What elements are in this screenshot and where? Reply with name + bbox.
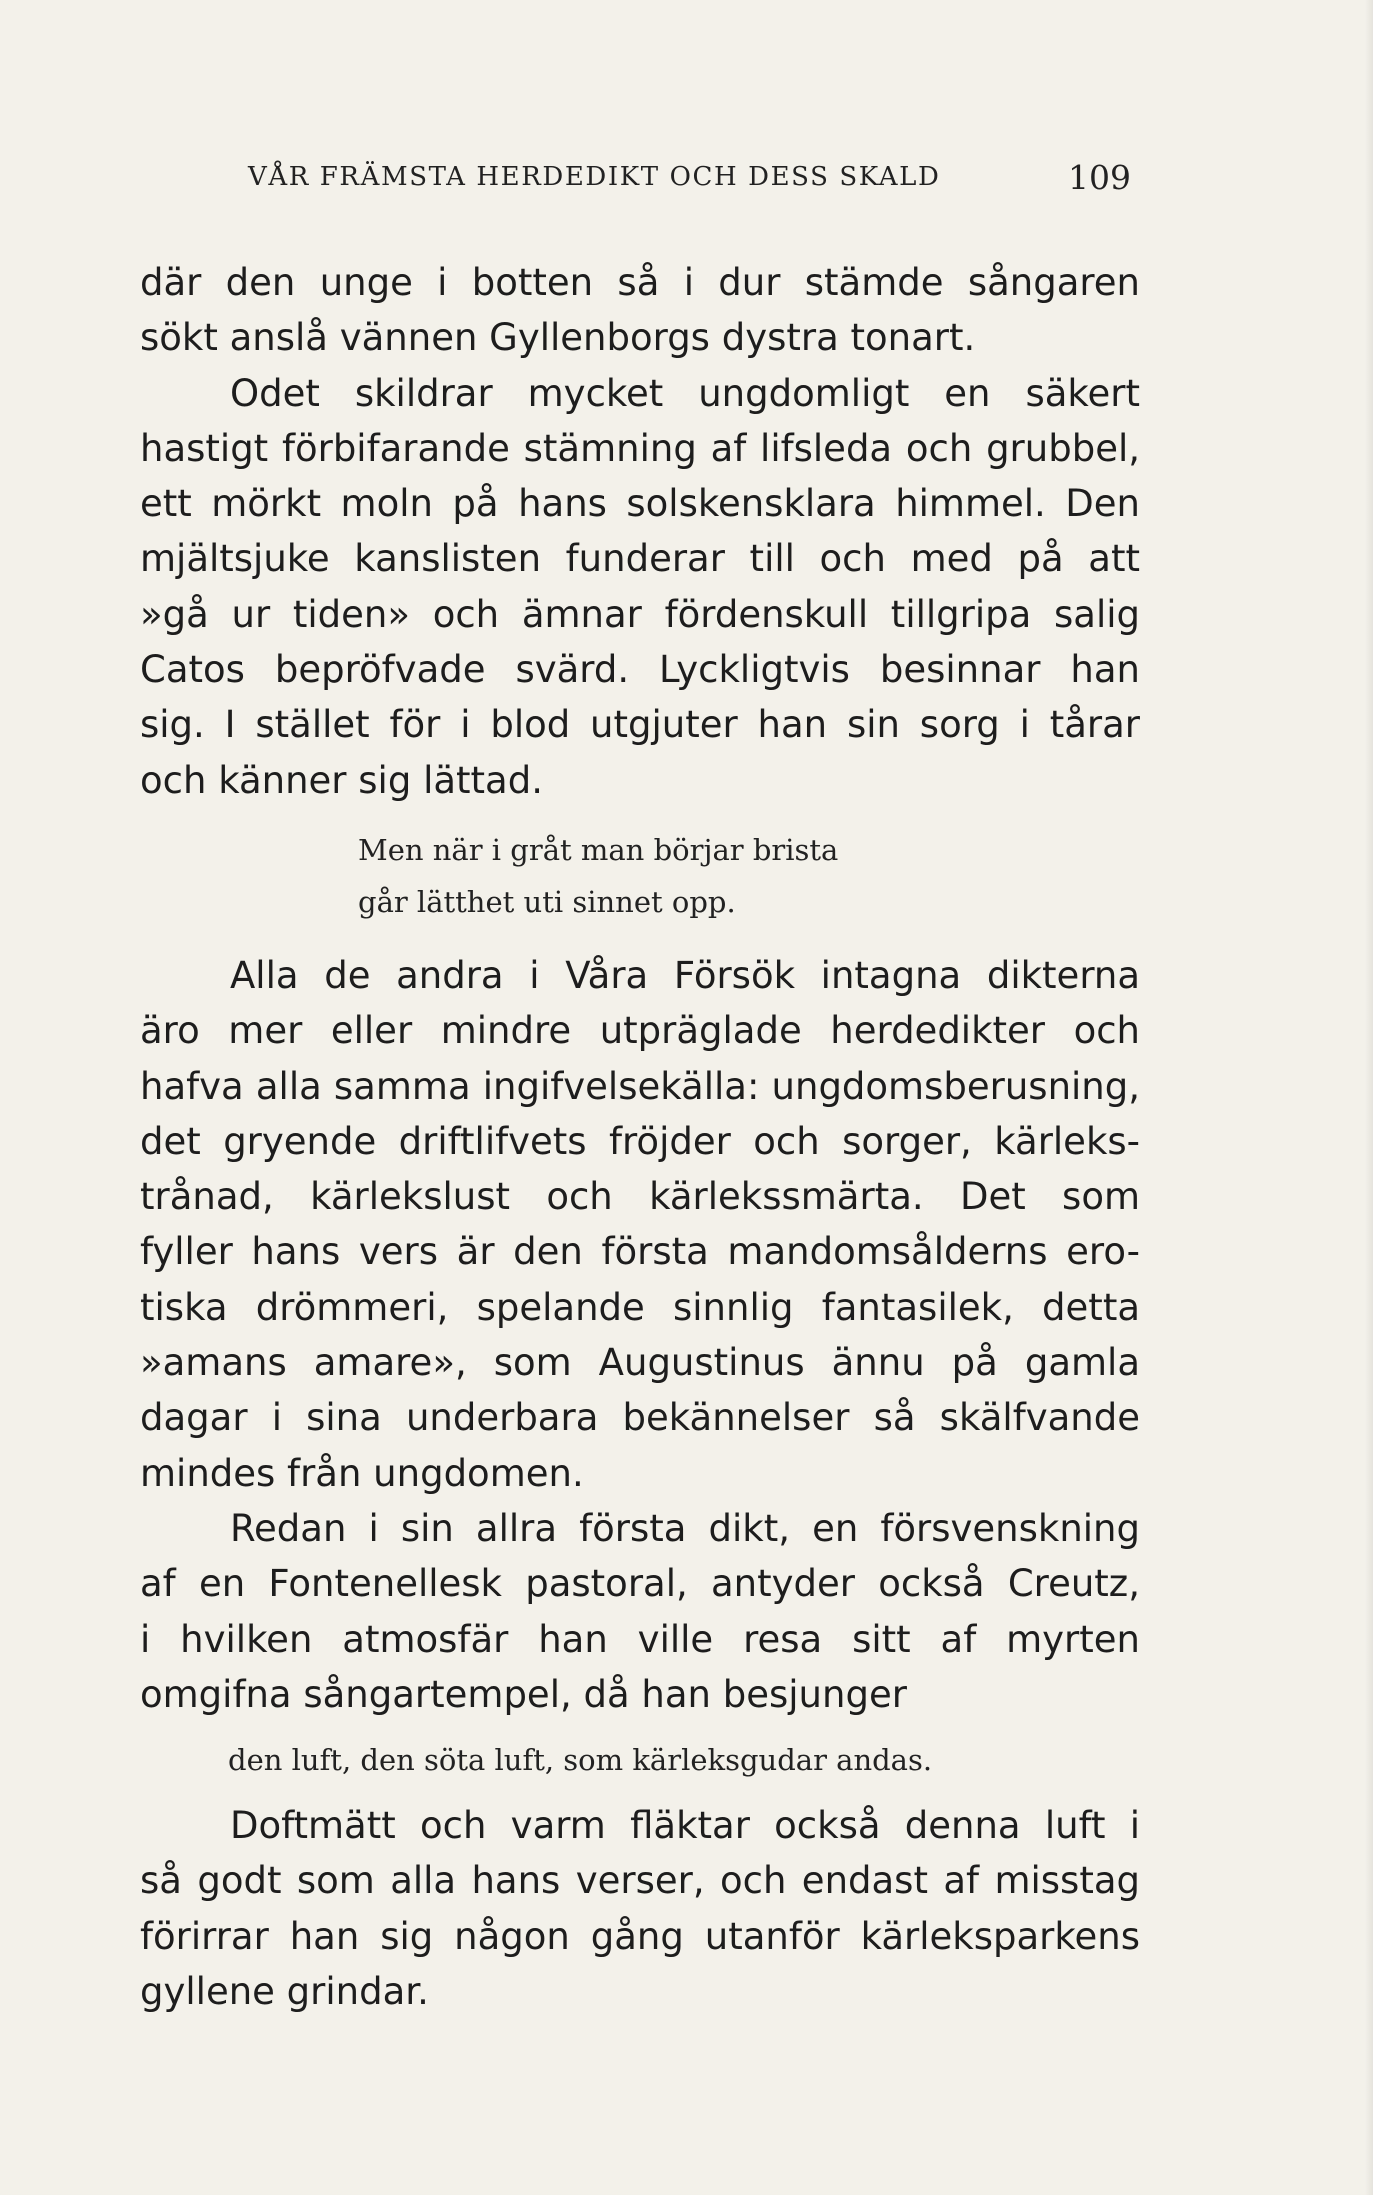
paragraph-2 bbox=[140, 366, 1140, 808]
text-line: trånad, kärlekslust och kärlekssmärta. Det som bbox=[140, 1175, 1140, 1219]
text-line: hafva alla samma ingifvelsekälla: ungdomsberusning, bbox=[140, 1064, 1140, 1108]
text-line: Alla de andra i Våra Försök intagna dikterna bbox=[230, 953, 1140, 997]
body-text bbox=[140, 255, 1140, 2019]
verse-line: den luft, den söta luft, som kärleksgudar andas. bbox=[228, 1743, 933, 1778]
text-line: af en Fontenellesk pastoral, antyder också Creutz, bbox=[140, 1562, 1140, 1606]
paragraph-3 bbox=[140, 948, 1140, 1501]
text-line: omgifna sångartempel, då han besjunger bbox=[140, 1672, 907, 1716]
text-line: Redan i sin allra första dikt, en försvenskning bbox=[230, 1506, 1140, 1550]
text-line: Catos bepröfvade svärd. Lyckligtvis besinnar han bbox=[140, 648, 1140, 692]
text-line: gyllene grindar. bbox=[140, 1970, 429, 2014]
text-line: Doftmätt och varm fläktar också denna luft i bbox=[230, 1804, 1140, 1848]
text-line: mindes från ungdomen. bbox=[140, 1451, 584, 1495]
text-line: hastigt förbifarande stämning af lifsleda och grubbel, bbox=[140, 426, 1140, 470]
text-line: sig. I stället för i blod utgjuter han sin sorg i tårar bbox=[140, 703, 1140, 747]
verse-line: går lätthet uti sinnet opp. bbox=[358, 884, 736, 919]
text-line: tiska drömmeri, spelande sinnlig fantasilek, detta bbox=[140, 1285, 1140, 1329]
page-header bbox=[0, 158, 1373, 202]
text-line: så godt som alla hans verser, och endast af misstag bbox=[140, 1859, 1140, 1903]
text-line: äro mer eller mindre utpräglade herdedikter och bbox=[140, 1009, 1140, 1053]
paragraph-1 bbox=[140, 255, 1140, 366]
text-line: förirrar han sig någon gång utanför kärleksparkens bbox=[140, 1914, 1140, 1958]
text-line: Odet skildrar mycket ungdomligt en säkert bbox=[230, 371, 1140, 415]
text-line: ett mörkt moln på hans solskensklara himmel. Den bbox=[140, 482, 1140, 526]
text-line: »gå ur tiden» och ämnar fördenskull tillgripa salig bbox=[140, 592, 1140, 636]
text-line: i hvilken atmosfär han ville resa sitt af myrten bbox=[140, 1617, 1140, 1661]
page-edge-shade bbox=[1365, 0, 1373, 2195]
text-line: och känner sig lättad. bbox=[140, 758, 543, 802]
text-line: sökt anslå vännen Gyllenborgs dystra tonart. bbox=[140, 316, 976, 360]
verse-quote-1 bbox=[358, 824, 1140, 928]
verse-quote-2 bbox=[228, 1734, 1140, 1786]
paragraph-5 bbox=[140, 1798, 1140, 2019]
page-number: 109 bbox=[1068, 158, 1131, 197]
text-line: fyller hans vers är den första mandomsålderns ero- bbox=[140, 1230, 1140, 1274]
text-line: dagar i sina underbara bekännelser så skälfvande bbox=[140, 1396, 1140, 1440]
text-line: »amans amare», som Augustinus ännu på gamla bbox=[140, 1341, 1140, 1385]
text-line: där den unge i botten så i dur stämde sångaren bbox=[140, 261, 1140, 304]
text-line: mjältsjuke kanslisten funderar till och med på att bbox=[140, 537, 1140, 581]
verse-line: Men när i gråt man börjar brista bbox=[358, 832, 839, 867]
running-title: VÅR FRÄMSTA HERDEDIKT OCH DESS SKALD bbox=[248, 162, 941, 192]
paragraph-4 bbox=[140, 1501, 1140, 1722]
text-line: det gryende driftlifvets fröjder och sorger, kärleks- bbox=[140, 1119, 1140, 1163]
